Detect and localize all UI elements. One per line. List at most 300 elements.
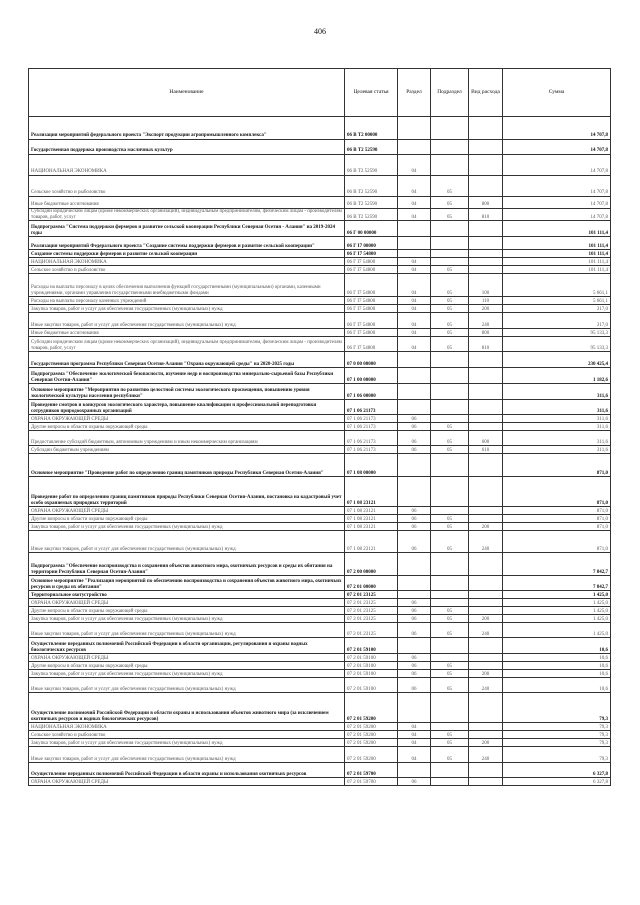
cell-subsection: 05 (431, 678, 469, 693)
table-row (29, 531, 611, 553)
cell-expense-type: 240 (469, 678, 503, 693)
cell-subsection: 05 (431, 670, 469, 678)
cell-expense-type: 240 (469, 531, 503, 553)
cell-target: 07 2 01 23125 (345, 615, 398, 623)
cell-expense-type: 200 (469, 305, 503, 313)
cell-target: 07 2 01 59200 (345, 693, 398, 723)
header-target: Целевая статья (345, 69, 398, 117)
table-row (29, 297, 611, 305)
table-row (29, 507, 611, 515)
table-row (29, 384, 611, 400)
cell-expense-type (469, 266, 503, 274)
cell-name: Осуществление переданных полномочий Российской Федерации в области организации, регулирования и охраны водных биологических ресурсов (29, 638, 345, 654)
cell-name: Субсидии бюджетным учреждениям (29, 446, 345, 454)
cell-section: 04 (398, 305, 431, 313)
cell-section (398, 553, 431, 576)
table-row (29, 523, 611, 531)
cell-subsection: 05 (431, 305, 469, 313)
cell-sum: 311,6 (503, 415, 611, 423)
cell-subsection: 05 (431, 274, 469, 297)
table-row (29, 662, 611, 670)
table-row (29, 739, 611, 747)
cell-section: 06 (398, 678, 431, 693)
cell-expense-type (469, 638, 503, 654)
cell-subsection: 05 (431, 662, 469, 670)
cell-subsection (431, 250, 469, 258)
cell-subsection (431, 155, 469, 176)
cell-target: 06 В Т2 52590 (345, 197, 398, 209)
cell-subsection (431, 638, 469, 654)
cell-section: 06 (398, 623, 431, 638)
cell-section (398, 237, 431, 250)
cell-sum: 230 425,4 (503, 352, 611, 368)
table-row (29, 591, 611, 599)
cell-target: 07 1 06 21173 (345, 423, 398, 431)
cell-target: 07 2 01 59100 (345, 662, 398, 670)
cell-name: Подпрограмма "Обеспечение воспроизводства и сохранения объектов животного мира, охотничьих ресурсов и среды их обитания на территории Республики Северная Осетия-Алания" (29, 553, 345, 576)
cell-subsection: 05 (431, 197, 469, 209)
cell-section: 04 (398, 155, 431, 176)
cell-sum: 311,6 (503, 431, 611, 446)
cell-sum: 79,3 (503, 693, 611, 723)
cell-name: Другие вопросы в области охраны окружающей среды (29, 607, 345, 615)
cell-expense-type: 240 (469, 623, 503, 638)
cell-sum: 14 707,8 (503, 155, 611, 176)
table-row (29, 431, 611, 446)
cell-sum: 871,0 (503, 531, 611, 553)
table-row (29, 337, 611, 352)
cell-sum: 311,6 (503, 400, 611, 415)
cell-section (398, 117, 431, 140)
table-row (29, 368, 611, 384)
cell-name: Сельское хозяйство и рыболовство (29, 266, 345, 274)
cell-expense-type (469, 352, 503, 368)
cell-section: 04 (398, 176, 431, 197)
table-row (29, 670, 611, 678)
header-sum: Сумма (503, 69, 611, 117)
cell-section: 06 (398, 415, 431, 423)
cell-expense-type (469, 693, 503, 723)
cell-sum: 14 707,8 (503, 140, 611, 155)
cell-target: 06 Г I7 54800 (345, 297, 398, 305)
cell-section: 06 (398, 615, 431, 623)
table-row (29, 723, 611, 731)
cell-expense-type (469, 599, 503, 607)
cell-expense-type (469, 607, 503, 615)
cell-section (398, 250, 431, 258)
cell-target: 06 В Т2 00000 (345, 117, 398, 140)
cell-subsection (431, 384, 469, 400)
cell-name: Подпрограмма "Обеспечение экологической безопасности, изучение недр и воспроизводства минерально-сырьевой базы Республики Северная Осетия-Алания" (29, 368, 345, 384)
table-row (29, 623, 611, 638)
cell-sum: 7 842,7 (503, 553, 611, 576)
cell-subsection: 05 (431, 313, 469, 329)
cell-target: 07 1 00 00000 (345, 368, 398, 384)
cell-name: Основное мероприятие "Мероприятия по развитию целостной системы экологического просвещения, повышению уровня экологической культуры населения республики" (29, 384, 345, 400)
cell-expense-type: 200 (469, 523, 503, 531)
cell-expense-type (469, 778, 503, 786)
cell-section (398, 384, 431, 400)
cell-sum: 317,0 (503, 313, 611, 329)
cell-section (398, 576, 431, 591)
cell-target: 07 2 01 59200 (345, 747, 398, 763)
cell-section: 04 (398, 197, 431, 209)
cell-subsection (431, 693, 469, 723)
table-row (29, 117, 611, 140)
cell-section: 04 (398, 337, 431, 352)
cell-section: 06 (398, 599, 431, 607)
cell-section (398, 591, 431, 599)
cell-target: 07 2 01 00000 (345, 576, 398, 591)
cell-target: 07 0 00 00000 (345, 352, 398, 368)
cell-name: Основное мероприятие "Реализация мероприятий по обеспечению воспроизводства и сохранения объектов животного мира, охотничьих ресурсов и среды их обитания" (29, 576, 345, 591)
cell-subsection: 05 (431, 209, 469, 221)
cell-sum: 871,0 (503, 477, 611, 507)
cell-subsection: 05 (431, 337, 469, 352)
cell-expense-type: 240 (469, 313, 503, 329)
cell-name: Иные закупки товаров, работ и услуг для обеспечения государственных (муниципальных) нужд (29, 678, 345, 693)
cell-expense-type (469, 723, 503, 731)
cell-target: 07 1 08 23121 (345, 477, 398, 507)
cell-expense-type (469, 662, 503, 670)
cell-section (398, 477, 431, 507)
cell-expense-type: 800 (469, 197, 503, 209)
cell-subsection (431, 591, 469, 599)
cell-subsection (431, 237, 469, 250)
cell-name: Иные закупки товаров, работ и услуг для обеспечения государственных (муниципальных) нужд (29, 623, 345, 638)
cell-name: ОХРАНА ОКРУЖАЮЩЕЙ СРЕДЫ (29, 778, 345, 786)
cell-sum: 871,0 (503, 523, 611, 531)
cell-name: Территориальное охотустройство (29, 591, 345, 599)
cell-section: 06 (398, 523, 431, 531)
cell-sum: 101 111,4 (503, 258, 611, 266)
cell-target: 07 2 01 23125 (345, 623, 398, 638)
table-row (29, 638, 611, 654)
cell-name: Государственная поддержка производства масличных культур (29, 140, 345, 155)
cell-target: 06 Г I7 54800 (345, 258, 398, 266)
cell-sum: 95 133,3 (503, 329, 611, 337)
cell-sum: 6 327,8 (503, 778, 611, 786)
cell-sum: 7 842,7 (503, 576, 611, 591)
cell-subsection: 05 (431, 615, 469, 623)
cell-sum: 10,6 (503, 670, 611, 678)
cell-target: 06 Г I7 00000 (345, 237, 398, 250)
cell-subsection (431, 415, 469, 423)
cell-target: 07 1 06 00000 (345, 384, 398, 400)
cell-subsection (431, 400, 469, 415)
table-row (29, 477, 611, 507)
cell-name: Субсидии юридическим лицам (кроме некоммерческих организаций), индивидуальным предпринимателям, физическим лицам - производителям товаров, работ, услуг (29, 209, 345, 221)
cell-name: Сельское хозяйство и рыболовство (29, 176, 345, 197)
cell-section (398, 763, 431, 778)
cell-sum: 95 133,3 (503, 337, 611, 352)
cell-name: Другие вопросы в области охраны окружающей среды (29, 515, 345, 523)
cell-target: 07 2 01 59700 (345, 778, 398, 786)
table-body (29, 117, 611, 786)
cell-sum: 101 111,4 (503, 221, 611, 237)
cell-name: Расходы на выплаты персоналу в целях обеспечения выполнения функций государственными (муниципальными) органами, казенными учреждениями, органами управления государственными внебюджетными фондами (29, 274, 345, 297)
cell-sum: 5 661,1 (503, 297, 611, 305)
cell-target: 07 2 01 23125 (345, 599, 398, 607)
cell-target: 06 Г I7 54800 (345, 313, 398, 329)
cell-section: 04 (398, 731, 431, 739)
cell-expense-type: 110 (469, 297, 503, 305)
cell-expense-type (469, 250, 503, 258)
table-row (29, 197, 611, 209)
page-number: 406 (314, 27, 326, 36)
table-row (29, 176, 611, 197)
cell-expense-type (469, 591, 503, 599)
table-row (29, 553, 611, 576)
cell-sum: 6 327,8 (503, 763, 611, 778)
cell-target: 07 2 00 00000 (345, 553, 398, 576)
header-expense-type: Вид расхода (469, 69, 503, 117)
cell-sum: 14 707,8 (503, 209, 611, 221)
cell-target: 06 Г I7 54800 (345, 274, 398, 297)
cell-name: Закупка товаров, работ и услуг для обеспечения государственных (муниципальных) нужд (29, 670, 345, 678)
cell-name: Другие вопросы в области охраны окружающей среды (29, 662, 345, 670)
cell-subsection: 05 (431, 747, 469, 763)
cell-section: 06 (398, 778, 431, 786)
cell-sum: 311,6 (503, 423, 611, 431)
header-subsection: Подраздел (431, 69, 469, 117)
cell-name: Реализация мероприятий Федерального проекта "Создание системы поддержки фермеров и развитие сельской кооперации" (29, 237, 345, 250)
cell-subsection (431, 140, 469, 155)
cell-section: 06 (398, 431, 431, 446)
cell-name: Закупка товаров, работ и услуг для обеспечения государственных (муниципальных) нужд (29, 305, 345, 313)
cell-name: Сельское хозяйство и рыболовство (29, 731, 345, 739)
table-row (29, 454, 611, 477)
cell-expense-type (469, 400, 503, 415)
cell-subsection: 05 (431, 607, 469, 615)
cell-sum: 1 425,0 (503, 607, 611, 615)
cell-sum: 1 425,0 (503, 591, 611, 599)
cell-expense-type: 810 (469, 209, 503, 221)
cell-subsection: 05 (431, 431, 469, 446)
cell-section: 04 (398, 297, 431, 305)
cell-name: НАЦИОНАЛЬНАЯ ЭКОНОМИКА (29, 155, 345, 176)
cell-subsection: 05 (431, 423, 469, 431)
cell-target: 07 1 06 21173 (345, 415, 398, 423)
cell-section: 06 (398, 670, 431, 678)
cell-sum: 79,3 (503, 731, 611, 739)
cell-expense-type: 200 (469, 739, 503, 747)
cell-section: 06 (398, 423, 431, 431)
table-row (29, 400, 611, 415)
cell-name: Государственная программа Республики Северная Осетия-Алания "Охрана окружающей среды" на 2020-2025 годы (29, 352, 345, 368)
cell-name: Проведение смотров и конкурсов экологического характера, повышение квалификации и профессиональной переподготовки сотрудников природоохранных организаций (29, 400, 345, 415)
cell-target: 07 1 08 23121 (345, 507, 398, 515)
cell-expense-type (469, 140, 503, 155)
cell-target: 06 Г 00 00000 (345, 221, 398, 237)
cell-sum: 79,3 (503, 739, 611, 747)
table-row (29, 678, 611, 693)
table-row (29, 329, 611, 337)
cell-name: Закупка товаров, работ и услуг для обеспечения государственных (муниципальных) нужд (29, 739, 345, 747)
table-row (29, 313, 611, 329)
cell-sum: 317,0 (503, 305, 611, 313)
cell-target: 07 1 08 00000 (345, 454, 398, 477)
cell-subsection (431, 368, 469, 384)
cell-target: 06 Г I7 54800 (345, 266, 398, 274)
cell-expense-type: 600 (469, 431, 503, 446)
cell-subsection: 05 (431, 623, 469, 638)
cell-sum: 14 707,8 (503, 197, 611, 209)
cell-name: ОХРАНА ОКРУЖАЮЩЕЙ СРЕДЫ (29, 599, 345, 607)
table-row (29, 599, 611, 607)
cell-section (398, 693, 431, 723)
cell-subsection: 05 (431, 739, 469, 747)
table-row (29, 250, 611, 258)
table-row (29, 221, 611, 237)
cell-expense-type (469, 117, 503, 140)
cell-expense-type (469, 731, 503, 739)
cell-name: Закупка товаров, работ и услуг для обеспечения государственных (муниципальных) нужд (29, 523, 345, 531)
cell-section (398, 400, 431, 415)
cell-subsection (431, 763, 469, 778)
header-section: Раздел (398, 69, 431, 117)
cell-expense-type (469, 763, 503, 778)
cell-target: 07 2 01 59100 (345, 678, 398, 693)
table-row (29, 693, 611, 723)
cell-subsection (431, 553, 469, 576)
cell-target: 06 Г I7 54800 (345, 250, 398, 258)
cell-subsection (431, 352, 469, 368)
cell-expense-type (469, 454, 503, 477)
table-row (29, 155, 611, 176)
cell-expense-type (469, 237, 503, 250)
cell-target: 06 В Т2 52590 (345, 140, 398, 155)
cell-sum: 5 661,1 (503, 274, 611, 297)
cell-subsection: 05 (431, 731, 469, 739)
cell-sum: 871,0 (503, 507, 611, 515)
cell-section: 06 (398, 607, 431, 615)
cell-sum: 1 425,0 (503, 615, 611, 623)
cell-name: Закупка товаров, работ и услуг для обеспечения государственных (муниципальных) нужд (29, 615, 345, 623)
cell-expense-type (469, 368, 503, 384)
cell-name: Иные закупки товаров, работ и услуг для обеспечения государственных (муниципальных) нужд (29, 313, 345, 329)
cell-target: 07 1 08 23121 (345, 523, 398, 531)
cell-name: Расходы на выплаты персоналу казенных учреждений (29, 297, 345, 305)
cell-expense-type (469, 654, 503, 662)
cell-expense-type (469, 553, 503, 576)
cell-name: Предоставление субсидий бюджетным, автономным учреждениям и иным некоммерческим организациям (29, 431, 345, 446)
table-row (29, 747, 611, 763)
cell-expense-type (469, 576, 503, 591)
cell-name: Иные бюджетные ассигнования (29, 329, 345, 337)
table-row (29, 615, 611, 623)
table-row (29, 258, 611, 266)
cell-sum: 10,6 (503, 678, 611, 693)
cell-target: 07 2 01 59100 (345, 638, 398, 654)
cell-subsection (431, 576, 469, 591)
cell-name: Субсидии юридическим лицам (кроме некоммерческих организаций), индивидуальным предпринимателям, физическим лицам - производителям товаров, работ, услуг (29, 337, 345, 352)
cell-sum: 1 425,0 (503, 599, 611, 607)
cell-section: 04 (398, 723, 431, 731)
cell-sum: 10,6 (503, 662, 611, 670)
cell-expense-type: 800 (469, 329, 503, 337)
table-row (29, 778, 611, 786)
cell-sum: 79,3 (503, 747, 611, 763)
cell-sum: 14 707,8 (503, 176, 611, 197)
cell-section: 04 (398, 258, 431, 266)
cell-target: 07 2 01 59200 (345, 731, 398, 739)
cell-section (398, 140, 431, 155)
cell-name: НАЦИОНАЛЬНАЯ ЭКОНОМИКА (29, 258, 345, 266)
cell-subsection (431, 221, 469, 237)
cell-name: Реализация мероприятий федерального проекта "Экспорт продукции агропромышленного комплекса" (29, 117, 345, 140)
cell-subsection (431, 654, 469, 662)
table-row (29, 576, 611, 591)
cell-section (398, 368, 431, 384)
cell-name: ОХРАНА ОКРУЖАЮЩЕЙ СРЕДЫ (29, 507, 345, 515)
table-row (29, 654, 611, 662)
cell-subsection: 05 (431, 297, 469, 305)
cell-subsection (431, 723, 469, 731)
cell-expense-type: 240 (469, 747, 503, 763)
table-row (29, 515, 611, 523)
cell-subsection: 05 (431, 176, 469, 197)
cell-target: 07 2 01 23125 (345, 607, 398, 615)
cell-subsection: 05 (431, 523, 469, 531)
cell-subsection: 05 (431, 515, 469, 523)
cell-target: 07 2 01 59200 (345, 739, 398, 747)
cell-target: 06 Г I7 54800 (345, 329, 398, 337)
cell-section (398, 638, 431, 654)
cell-target: 06 Г I7 54800 (345, 337, 398, 352)
cell-section: 04 (398, 739, 431, 747)
cell-expense-type: 610 (469, 446, 503, 454)
cell-section: 06 (398, 507, 431, 515)
cell-target: 07 1 06 21173 (345, 431, 398, 446)
cell-target: 07 2 01 59700 (345, 763, 398, 778)
cell-sum: 1 425,0 (503, 623, 611, 638)
cell-section: 06 (398, 531, 431, 553)
cell-target: 07 2 01 59100 (345, 654, 398, 662)
cell-expense-type (469, 423, 503, 431)
cell-sum: 311,6 (503, 384, 611, 400)
cell-section: 04 (398, 313, 431, 329)
cell-name: Проведение работ по определению границ памятников природы Республики Северная Осетия-Алания, постановка на кадастровый учет особо охраняемых природных территорий (29, 477, 345, 507)
cell-subsection (431, 599, 469, 607)
cell-subsection (431, 477, 469, 507)
cell-sum: 101 111,4 (503, 237, 611, 250)
cell-section (398, 221, 431, 237)
cell-expense-type: 100 (469, 274, 503, 297)
cell-target: 06 В Т2 52590 (345, 155, 398, 176)
cell-subsection: 05 (431, 329, 469, 337)
cell-expense-type: 200 (469, 615, 503, 623)
cell-sum: 10,6 (503, 654, 611, 662)
cell-target: 07 2 01 23125 (345, 591, 398, 599)
header-name: Наименование (29, 69, 345, 117)
cell-expense-type (469, 415, 503, 423)
table-row (29, 352, 611, 368)
cell-subsection: 05 (431, 266, 469, 274)
cell-expense-type (469, 477, 503, 507)
table-row (29, 140, 611, 155)
cell-section: 06 (398, 515, 431, 523)
cell-section: 06 (398, 662, 431, 670)
cell-section: 04 (398, 266, 431, 274)
cell-subsection (431, 117, 469, 140)
cell-name: НАЦИОНАЛЬНАЯ ЭКОНОМИКА (29, 723, 345, 731)
cell-section: 04 (398, 747, 431, 763)
cell-target: 07 1 06 21173 (345, 446, 398, 454)
cell-name: ОХРАНА ОКРУЖАЮЩЕЙ СРЕДЫ (29, 654, 345, 662)
cell-name: Основное мероприятие "Проведение работ по определению границ памятников природы Республики Северная Осетия-Алания" (29, 454, 345, 477)
cell-sum: 101 111,4 (503, 250, 611, 258)
